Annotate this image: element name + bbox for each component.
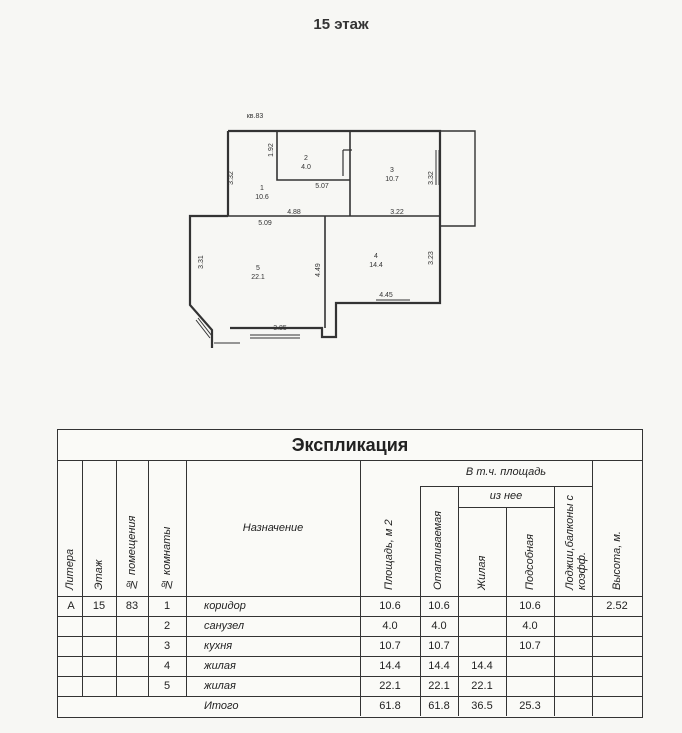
cell-area: 14.4 — [379, 660, 401, 672]
apt-label: кв.83 — [246, 113, 264, 120]
dim-label: 3.32 — [428, 171, 435, 185]
dim-label: 3.31 — [198, 255, 205, 269]
cell-height: 2.52 — [606, 600, 628, 612]
cell-area: 22.1 — [379, 680, 401, 692]
header-lodzhii: Лоджии,балконы с коэфф. — [564, 495, 588, 590]
header-zhilaya: Жилая — [476, 555, 488, 590]
header-iz-nee: из нее — [489, 490, 523, 502]
cell-heat: 10.6 — [428, 600, 450, 612]
cell-name: жилая — [204, 660, 236, 672]
cell-room: 3 — [163, 640, 171, 652]
room-area-2: 4.0 — [301, 164, 311, 171]
cell-room: 2 — [163, 620, 171, 632]
dim-label: 3.85 — [273, 325, 287, 332]
cell-room: 4 — [163, 660, 171, 672]
cell-etazh: 15 — [92, 600, 106, 612]
cell-name: жилая — [204, 680, 236, 692]
cell-name: санузел — [204, 620, 245, 632]
dim-label: 4.45 — [379, 292, 393, 299]
header-ploshchad: Площадь, м 2 — [383, 519, 395, 590]
total-heat: 61.8 — [428, 700, 450, 712]
cell-room: 1 — [163, 600, 171, 612]
header-podsobnaya: Подсобная — [524, 533, 536, 590]
floor-title: 15 этаж — [313, 16, 369, 33]
room-num-5: 5 — [256, 265, 260, 272]
cell-room: 5 — [163, 680, 171, 692]
cell-heat: 10.7 — [428, 640, 450, 652]
cell-name: коридор — [204, 600, 246, 612]
header-otaplivaemaya: Отапливаемая — [432, 510, 444, 590]
header-vysota: Высота, м. — [611, 531, 623, 590]
room-num-4: 4 — [374, 253, 378, 260]
header-pomeshchenie: № помещения — [126, 515, 138, 590]
cell-area: 10.6 — [379, 600, 401, 612]
room-area-1: 10.6 — [255, 194, 269, 201]
dim-label: 5.07 — [315, 183, 329, 190]
dim-label: 4.49 — [315, 263, 322, 277]
table-title: Экспликация — [291, 435, 409, 455]
cell-area: 4.0 — [382, 620, 398, 632]
cell-area: 10.7 — [379, 640, 401, 652]
cell-name: кухня — [204, 640, 233, 652]
room-num-2: 2 — [304, 155, 308, 162]
cell-heat: 22.1 — [428, 680, 450, 692]
cell-aux: 10.6 — [519, 600, 541, 612]
total-area: 61.8 — [379, 700, 401, 712]
header-etazh: Этаж — [93, 559, 105, 590]
dim-label: 3.32 — [228, 171, 235, 185]
room-area-5: 22.1 — [251, 274, 265, 281]
room-area-3: 10.7 — [385, 176, 399, 183]
header-komnata: № комнаты — [161, 526, 173, 590]
dim-label: 3.23 — [428, 251, 435, 265]
total-label: Итого — [204, 700, 239, 712]
room-num-3: 3 — [390, 167, 394, 174]
header-litera: Литера — [64, 548, 76, 590]
dim-label: 4.88 — [287, 209, 301, 216]
cell-litera: А — [67, 600, 75, 612]
room-area-4: 14.4 — [369, 262, 383, 269]
header-naznachenie: Назначение — [242, 522, 304, 534]
cell-pom: 83 — [125, 600, 139, 612]
dim-label: 5.09 — [258, 220, 272, 227]
cell-living: 14.4 — [471, 660, 493, 672]
cell-aux: 4.0 — [522, 620, 538, 632]
cell-aux: 10.7 — [519, 640, 541, 652]
dim-label: 1.92 — [268, 143, 275, 157]
room-num-1: 1 — [260, 185, 264, 192]
explication-table — [57, 429, 643, 718]
total-living: 36.5 — [471, 700, 493, 712]
cell-heat: 4.0 — [431, 620, 447, 632]
dim-label: 3.22 — [390, 209, 404, 216]
cell-living: 22.1 — [471, 680, 493, 692]
header-v-t-ch: В т.ч. площадь — [465, 466, 547, 478]
cell-heat: 14.4 — [428, 660, 450, 672]
total-aux: 25.3 — [519, 700, 541, 712]
